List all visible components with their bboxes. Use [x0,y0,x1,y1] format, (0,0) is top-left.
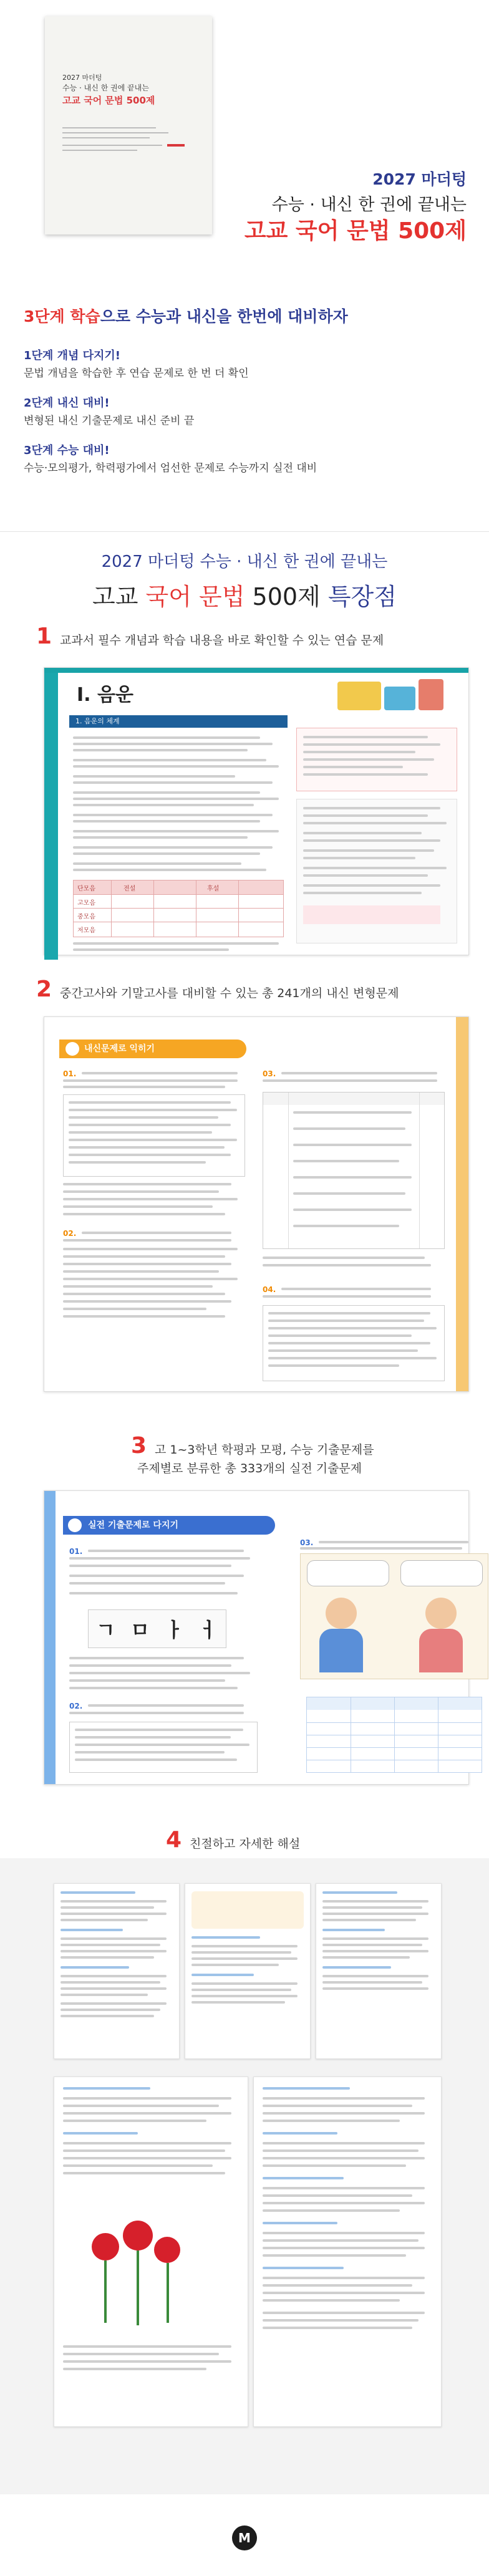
character-face [326,1598,357,1629]
question-number: 01. [63,1069,77,1078]
question-number: 04. [263,1285,276,1294]
character-body [319,1629,363,1672]
table-header: 전설 [123,885,136,892]
vowel-table [73,880,284,937]
feature-2-number: 2 [36,977,52,1002]
hero-title: 고교 국어 문법 500제 [244,218,467,244]
hangul-char: ㅓ [199,1618,218,1642]
question-number: 02. [69,1702,83,1710]
feature-1-text: 교과서 필수 개념과 학습 내용을 바로 확인할 수 있는 연습 문제 [60,634,384,647]
hangul-char: ㄱ [96,1618,115,1642]
speech-bubble [307,1560,389,1586]
rose-illustration [92,2233,119,2260]
table-header: 단모음 [77,885,95,892]
target-icon [68,1518,82,1532]
cover-fine-text [62,127,156,128]
features-title-part: 고교 [92,583,146,610]
rose-illustration [154,2237,180,2263]
passage-box [69,1722,258,1773]
question-number: 03. [300,1538,314,1547]
feature-4-text: 친절하고 자세한 해설 [190,1837,301,1851]
highlight-note [303,905,440,924]
solution-page [316,1883,442,2059]
features-subtitle: 2027 마더텅 수능 · 내신 한 권에 끝내는 [101,552,388,571]
rose-stem [137,2250,139,2325]
data-table [306,1697,482,1773]
hangul-char: ㅏ [165,1618,184,1642]
books-illustration [337,682,381,710]
question-number: 01. [69,1547,83,1556]
steps-title-rest: 으로 수능과 내신을 한번에 대비하자 [100,307,348,326]
pencil-icon [65,1042,79,1056]
sample-page-1 [44,667,469,955]
page-side-tab [44,673,58,960]
feature-2-text: 중간고사와 기말고사를 대비할 수 있는 총 241개의 내신 변형문제 [60,987,399,1000]
page-side-tab [456,1017,468,1391]
step-3-head: 3단계 수능 대비! [24,444,110,457]
cartoon-illustration [191,1891,304,1929]
cover-fine-text [62,145,162,146]
cover-line-3: 고교 국어 문법 500제 [62,95,155,106]
step-2-body: 변형된 내신 기출문제로 내신 준비 끝 [24,415,195,427]
table-row-label: 고모음 [77,900,95,907]
cover-line-2: 수능 · 내신 한 권에 끝내는 [62,84,149,92]
passage-box [63,1094,245,1177]
feature-3-text-line-2: 주제별로 분류한 총 333개의 실전 기출문제 [137,1462,362,1475]
feature-4-number: 4 [166,1827,182,1853]
question-number: 03. [263,1069,276,1078]
cover-fine-text [62,150,137,151]
hangul-char: ㅁ [130,1618,150,1642]
table-header: 후설 [207,885,220,892]
sample-page-2 [44,1016,469,1392]
page-side-tab [44,1491,56,1784]
intro-section [0,0,489,748]
rose-illustration [123,2221,153,2250]
rose-stem [167,2263,169,2323]
steps-title-emphasis: 3단계 학습 [24,307,100,326]
cover-line-1: 2027 마더텅 [62,74,102,82]
step-2-head: 2단계 내신 대비! [24,397,110,410]
sample-page-3 [44,1490,469,1785]
rose-stem [104,2260,107,2323]
page-top-bar [44,668,468,673]
character-body [419,1629,463,1672]
practice-box [296,799,457,943]
section-header: 실전 기출문제로 다지기 [63,1516,275,1535]
solution-page-large [253,2077,442,2427]
solution-page [185,1883,311,2059]
solution-page [54,1883,180,2059]
books-illustration [384,687,415,710]
step-3-body: 수능·모의평가, 학력평가에서 엄선한 문제로 수능까지 실전 대비 [24,462,317,475]
section-banner: 1. 음운의 체계 [69,715,288,728]
hero-brand: 2027 마더텅 [372,170,467,188]
books-illustration [419,679,443,710]
divider [0,531,489,532]
section-header: 내신문제로 익히기 [59,1040,246,1058]
table-row-label: 중모음 [77,914,95,920]
book-cover [45,16,212,234]
cover-fine-text [62,132,168,133]
feature-3-text-line-1: 고 1~3학년 학평과 모평, 수능 기출문제를 [155,1443,374,1457]
concept-check-box [296,728,457,791]
step-1-head: 1단계 개념 다지기! [24,349,120,362]
hangul-example-box [88,1609,226,1648]
features-title-highlight: 국어 문법 [145,583,245,610]
solution-page-large [54,2077,248,2427]
speech-bubble [400,1560,483,1586]
cover-red-mark [167,144,185,147]
features-title-highlight: 특장점 [327,583,397,610]
steps-title [24,304,348,327]
question-number: 02. [63,1229,77,1238]
chapter-title: Ⅰ. 음운 [77,684,133,706]
feature-3-number: 3 [131,1433,147,1459]
feature-1-number: 1 [36,624,52,649]
cover-fine-text [62,137,150,138]
hero-tagline: 수능 · 내신 한 권에 끝내는 [271,195,467,215]
data-table [263,1092,445,1249]
cartoon-illustration [300,1553,488,1679]
publisher-logo: M [232,2525,257,2550]
character-face [425,1598,457,1629]
step-1-body: 문법 개념을 학습한 후 연습 문제로 한 번 더 확인 [24,367,249,380]
features-title [0,577,489,612]
features-title-part: 500제 [244,583,328,610]
table-row-label: 저모음 [77,927,95,934]
passage-box [263,1305,445,1381]
